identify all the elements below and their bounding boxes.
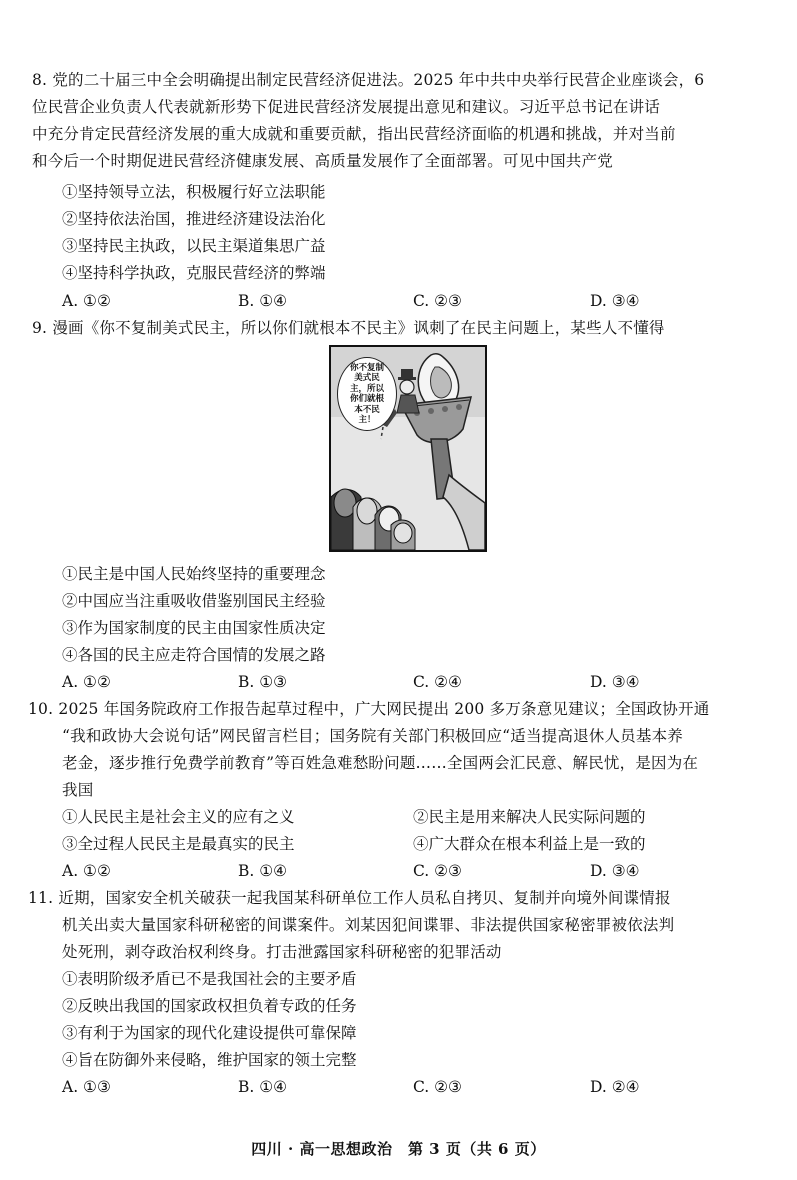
q11-stem-line-2: 机关出卖大量国家科研秘密的间谍案件。刘某因犯间谍罪、非法提供国家秘密罪被依法判 — [62, 916, 675, 934]
q10-option-d[interactable]: D. ③④ — [590, 862, 640, 880]
q8-option-c[interactable]: C. ②③ — [413, 292, 462, 310]
q8-stem-line-3: 中充分肯定民营经济发展的重大成就和重要贡献，指出民营经济面临的机遇和挑战，并对当前 — [32, 125, 676, 143]
q10-option-b[interactable]: B. ①④ — [238, 862, 288, 880]
q8-option-a[interactable]: A. ①② — [62, 292, 111, 310]
q9-statement-2: ②中国应当注重吸收借鉴别国民主经验 — [62, 592, 326, 610]
q8-statement-4: ④坚持科学执政，克服民营经济的弊端 — [62, 264, 326, 282]
q9-statement-1: ①民主是中国人民始终坚持的重要理念 — [62, 565, 326, 583]
q8-option-d[interactable]: D. ③④ — [590, 292, 640, 310]
q10-statement-4: ④广大群众在根本利益上是一致的 — [413, 835, 646, 853]
q8-statement-3: ③坚持民主执政，以民主渠道集思广益 — [62, 237, 326, 255]
q11-stem-line-3: 处死刑，剥夺政治权利终身。打击泄露国家科研秘密的犯罪活动 — [62, 943, 502, 961]
q10-statement-2: ②民主是用来解决人民实际问题的 — [413, 808, 646, 826]
q10-statement-1: ①人民民主是社会主义的应有之义 — [62, 808, 295, 826]
q9-option-a[interactable]: A. ①② — [62, 673, 111, 691]
q10-stem-line-3: 老金，逐步推行免费学前教育”等百姓急难愁盼问题……全国两会汇民意、解民忧，是因为在 — [62, 754, 699, 772]
q11-option-a[interactable]: A. ①③ — [62, 1078, 111, 1096]
q9-statement-4: ④各国的民主应走符合国情的发展之路 — [62, 646, 326, 664]
q10-option-c[interactable]: C. ②③ — [413, 862, 462, 880]
q8-stem-line-4: 和今后一个时期促进民营经济健康发展、高质量发展作了全面部署。可见中国共产党 — [32, 152, 613, 170]
q8-option-b[interactable]: B. ①④ — [238, 292, 288, 310]
q11-statement-4: ④旨在防御外来侵略，维护国家的领土完整 — [62, 1051, 357, 1069]
q8-statement-2: ②坚持依法治国，推进经济建设法治化 — [62, 210, 326, 228]
q9-option-d[interactable]: D. ③④ — [590, 673, 640, 691]
q10-statement-3: ③全过程人民民主是最真实的民主 — [62, 835, 295, 853]
q9-stem: 9. 漫画《你不复制美式民主，所以你们就根本不民主》讽刺了在民主问题上，某些人不懂得 — [32, 319, 665, 337]
q10-option-a[interactable]: A. ①② — [62, 862, 111, 880]
q8-statement-1: ①坚持领导立法，积极履行好立法职能 — [62, 183, 326, 201]
page-footer: 四川 · 高一思想政治 第 3 页（共 6 页） — [251, 1140, 546, 1158]
q11-statement-3: ③有利于为国家的现代化建设提供可靠保障 — [62, 1024, 357, 1042]
speech-bubble-text: 你不复制美式民主，所以你们就根本不民主！ — [349, 362, 384, 425]
q9-option-c[interactable]: C. ②④ — [413, 673, 462, 691]
q9-option-b[interactable]: B. ①③ — [238, 673, 288, 691]
q11-statement-1: ①表明阶级矛盾已不是我国社会的主要矛盾 — [62, 970, 357, 988]
q10-stem-line-1: 10. 2025 年国务院政府工作报告起草过程中，广大网民提出 200 多万条意见建议；全国政协开通 — [28, 700, 710, 718]
q9-cartoon — [329, 345, 487, 552]
q11-stem-line-1: 11. 近期，国家安全机关破获一起我国某科研单位工作人员私自拷贝、复制并向境外间谍情报 — [28, 889, 671, 907]
q10-stem-line-4: 我国 — [62, 781, 94, 799]
q11-option-b[interactable]: B. ①④ — [238, 1078, 288, 1096]
q8-stem-line-2: 位民营企业负责人代表就新形势下促进民营经济发展提出意见和建议。习近平总书记在讲话 — [32, 98, 661, 116]
q10-stem-line-2: “我和政协大会说句话”网民留言栏目；国务院有关部门积极回应“适当提高退休人员基本养 — [62, 727, 683, 745]
q11-statement-2: ②反映出我国的国家政权担负着专政的任务 — [62, 997, 357, 1015]
q11-option-d[interactable]: D. ②④ — [590, 1078, 640, 1096]
q9-statement-3: ③作为国家制度的民主由国家性质决定 — [62, 619, 326, 637]
q8-stem-line-1: 8. 党的二十届三中全会明确提出制定民营经济促进法。2025 年中共中央举行民营企业座谈会，6 — [32, 71, 705, 89]
q11-option-c[interactable]: C. ②③ — [413, 1078, 462, 1096]
speech-bubble — [337, 357, 397, 431]
